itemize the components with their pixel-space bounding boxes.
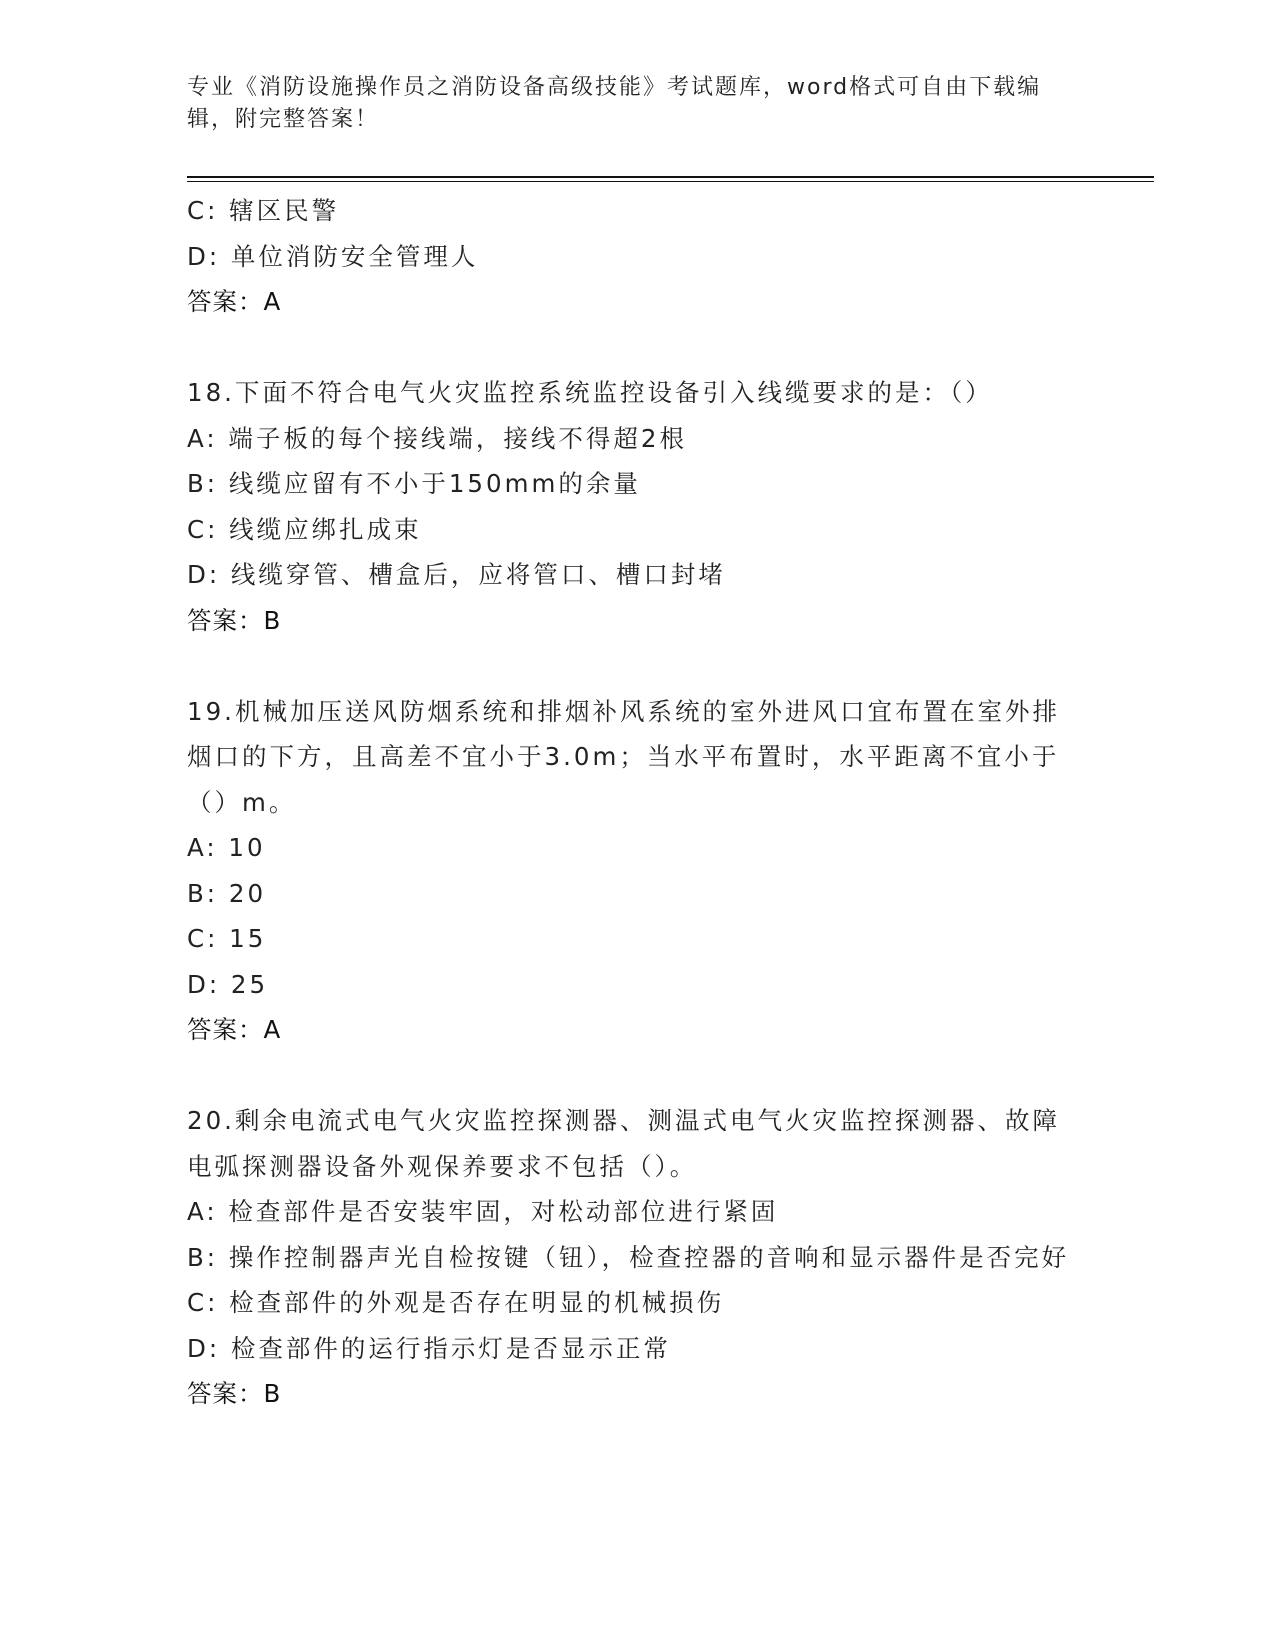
header-divider-thick xyxy=(187,176,1154,178)
option-d: D: 25 xyxy=(187,969,269,999)
option-c: C: 检查部件的外观是否存在明显的机械损伤 xyxy=(187,1288,725,1317)
spacer xyxy=(187,325,1087,371)
spacer xyxy=(187,643,1087,689)
header-divider-thin xyxy=(187,181,1154,182)
option-a: A: 端子板的每个接线端，接线不得超2根 xyxy=(187,423,687,453)
option-d: D: 单位消防安全管理人 xyxy=(187,241,479,271)
option-b: B: 线缆应留有不小于150mm的余量 xyxy=(187,469,641,498)
question-19 xyxy=(187,689,1087,1053)
option-a: A: 检查部件是否安装牢固，对松动部位进行紧固 xyxy=(187,1197,779,1226)
answer-line: 答案：A xyxy=(187,1015,282,1044)
document-header: 专业《消防设施操作员之消防设备高级技能》考试题库，word格式可自由下载编辑，附完整答案！ xyxy=(187,75,1042,132)
answer-line: 答案：B xyxy=(187,1379,282,1408)
option-b: B: 20 xyxy=(187,878,267,908)
question-stem: 19.机械加压送风防烟系统和排烟补风系统的室外进风口宜布置在室外排烟口的下方，且高差不宜小于3.0m；当水平布置时，水平距离不宜小于（）m。 xyxy=(187,696,1060,817)
question-stem: 18.下面不符合电气火灾监控系统监控设备引入线缆要求的是：（） xyxy=(187,378,993,407)
option-a: A: 10 xyxy=(187,833,266,862)
spacer xyxy=(187,1053,1087,1099)
question-17-continued xyxy=(187,188,1087,325)
question-stem: 20.剩余电流式电气火灾监控探测器、测温式电气火灾监控探测器、故障电弧探测器设备外观保养要求不包括（）。 xyxy=(187,1106,1060,1181)
option-d: D: 检查部件的运行指示灯是否显示正常 xyxy=(187,1333,671,1363)
answer-line: 答案：B xyxy=(187,605,282,635)
option-d: D: 线缆穿管、槽盒后，应将管口、槽口封堵 xyxy=(187,560,726,589)
question-20 xyxy=(187,1098,1087,1417)
question-list xyxy=(187,188,1087,1417)
option-c: C: 线缆应绑扎成束 xyxy=(187,514,422,544)
option-c: C: 15 xyxy=(187,924,267,953)
answer-line: 答案：A xyxy=(187,287,282,316)
option-c: C: 辖区民警 xyxy=(187,196,340,225)
question-18 xyxy=(187,370,1087,643)
option-b: B: 操作控制器声光自检按键（钮），检查控器的音响和显示器件是否完好 xyxy=(187,1242,1070,1272)
